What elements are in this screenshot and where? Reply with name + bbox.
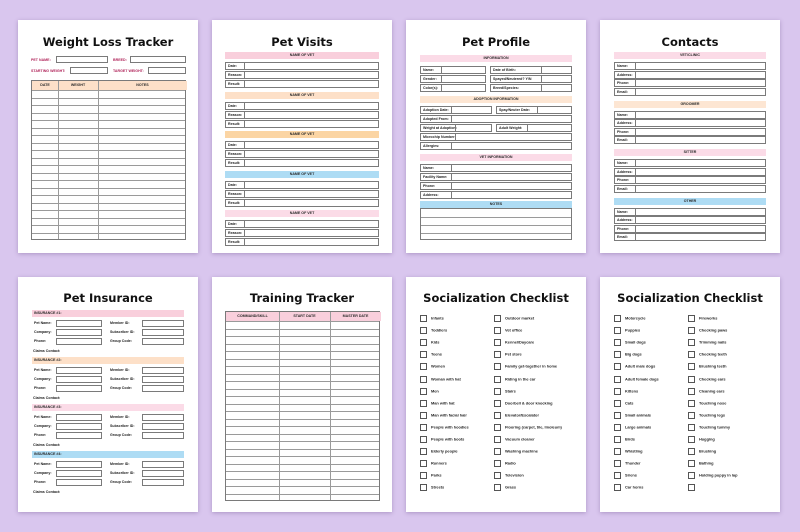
- checklist-item[interactable]: Large animals: [614, 424, 651, 431]
- training-tracker-page: [212, 277, 392, 512]
- visit-field[interactable]: Reason:: [225, 229, 379, 237]
- checklist-item[interactable]: Car horns: [614, 484, 643, 491]
- checklist-item[interactable]: Streets: [420, 484, 444, 491]
- name-field[interactable]: Name:: [420, 66, 486, 74]
- checklist-item[interactable]: Flooring (carpet, tile, linoleum): [494, 424, 562, 431]
- table-row-line: [226, 366, 379, 367]
- contact-field[interactable]: Address:: [614, 168, 766, 176]
- insurance-left-input[interactable]: [56, 385, 102, 392]
- notes-header: NOTES: [420, 201, 572, 208]
- checklist-item[interactable]: Men: [420, 388, 439, 395]
- microchip-number-field[interactable]: Microchip Number:: [420, 133, 572, 141]
- vet-address-field[interactable]: Address:: [420, 191, 572, 199]
- contact-section-header: VET/CLINIC: [614, 52, 766, 59]
- checklist-item[interactable]: Puppies: [614, 327, 640, 334]
- table-row-line: [32, 218, 185, 219]
- insurance-right-input[interactable]: [142, 367, 184, 374]
- checklist-item[interactable]: Man with facial hair: [420, 412, 467, 419]
- table-row-line: [32, 225, 185, 226]
- checklist-item[interactable]: Woman with hat: [420, 376, 461, 383]
- insurance-left-input[interactable]: [56, 470, 102, 477]
- checklist-item[interactable]: Adult male dogs: [614, 363, 655, 370]
- table-row-line: [32, 203, 185, 204]
- checklist-item[interactable]: Parks: [420, 472, 442, 479]
- checklist-item[interactable]: Touching legs: [688, 412, 725, 419]
- table-row-line: [226, 419, 379, 420]
- table-row-line: [32, 128, 185, 129]
- claims-contact-label: Claims Contact:: [33, 349, 61, 353]
- visit-field[interactable]: Date:: [225, 102, 379, 110]
- contact-field[interactable]: Name:: [614, 62, 766, 70]
- pet-insurance-page: [18, 277, 198, 512]
- insurance-right-input[interactable]: [142, 414, 184, 421]
- contact-field[interactable]: Phone:: [614, 176, 766, 184]
- insurance-left-field[interactable]: Pet Name:: [34, 462, 52, 466]
- page-title: Contacts: [661, 35, 719, 49]
- vet-phone-field[interactable]: Phone:: [420, 182, 572, 190]
- starting-weight-field[interactable]: [70, 67, 108, 74]
- table-row-line: [32, 188, 185, 189]
- insurance-left-input[interactable]: [56, 479, 102, 486]
- adult-weight-field[interactable]: Adult Weight:: [496, 124, 572, 132]
- contact-field[interactable]: Phone:: [614, 128, 766, 136]
- contact-field[interactable]: Address:: [614, 71, 766, 79]
- contact-field[interactable]: Phone:: [614, 79, 766, 87]
- table-row-line: [32, 113, 185, 114]
- spayed-neutered-field[interactable]: Spayed/Neutered? Y/N: [490, 75, 572, 83]
- checklist-item[interactable]: Thunder: [614, 460, 641, 467]
- insurance-left-field[interactable]: Phone:: [34, 433, 47, 437]
- checklist-item[interactable]: Elevator/Escalator: [494, 412, 539, 419]
- table-row-line: [32, 143, 185, 144]
- table-row-line: [32, 210, 185, 211]
- contact-field[interactable]: Email:: [614, 233, 766, 241]
- insurance-left-input[interactable]: [56, 461, 102, 468]
- allergies-field[interactable]: Allergies:: [420, 142, 572, 150]
- table-row-line: [226, 411, 379, 412]
- vet-name-header: NAME OF VET: [225, 52, 379, 59]
- weight-table[interactable]: [31, 80, 186, 240]
- insurance-left-field[interactable]: Company:: [34, 471, 52, 475]
- insurance-left-input[interactable]: [56, 423, 102, 430]
- checklist-item[interactable]: Sirens: [614, 472, 637, 479]
- page-title: Pet Profile: [462, 35, 530, 49]
- checklist-item[interactable]: Stairs: [494, 388, 516, 395]
- insurance-section-header: INSURANCE #2:: [32, 357, 184, 364]
- target-weight-field[interactable]: [148, 67, 186, 74]
- table-row-line: [32, 158, 185, 159]
- breed-species-field[interactable]: Breed/Species:: [490, 84, 572, 92]
- checklist-item[interactable]: Television: [494, 472, 524, 479]
- insurance-left-input[interactable]: [56, 320, 102, 327]
- insurance-left-input[interactable]: [56, 376, 102, 383]
- visit-field[interactable]: Reason:: [225, 190, 379, 198]
- visit-field[interactable]: Date:: [225, 141, 379, 149]
- insurance-right-field[interactable]: Member ID:: [110, 462, 130, 466]
- visit-field[interactable]: Result:: [225, 238, 379, 246]
- insurance-left-field[interactable]: Company:: [34, 424, 52, 428]
- checklist-item[interactable]: Checking teeth: [688, 351, 727, 358]
- gender-field[interactable]: Gender:: [420, 75, 486, 83]
- insurance-right-input[interactable]: [142, 376, 184, 383]
- colors-field[interactable]: Color(s):: [420, 84, 486, 92]
- checklist-item[interactable]: Radio: [494, 460, 516, 467]
- insurance-right-input[interactable]: [142, 385, 184, 392]
- adoption-header: ADOPTION INFORMATION: [420, 96, 572, 103]
- page-title: Pet Insurance: [63, 291, 153, 305]
- checklist-item[interactable]: Outdoor market: [494, 315, 534, 322]
- checklist-item[interactable]: [688, 484, 699, 491]
- checklist-item[interactable]: Kennel/Daycare: [494, 339, 534, 346]
- insurance-right-field[interactable]: Member ID:: [110, 321, 130, 325]
- checklist-item[interactable]: Touching nose: [688, 400, 726, 407]
- insurance-right-input[interactable]: [142, 338, 184, 345]
- contact-field[interactable]: Email:: [614, 185, 766, 193]
- table-row-line: [226, 449, 379, 450]
- checklist-item[interactable]: Elderly people: [420, 448, 458, 455]
- contact-field[interactable]: Name:: [614, 208, 766, 216]
- checklist-item[interactable]: Brushing: [688, 448, 716, 455]
- information-header: INFORMATION: [420, 55, 572, 62]
- checklist-item[interactable]: Cleaning ears: [688, 388, 725, 395]
- insurance-right-field[interactable]: Subscriber ID:: [110, 424, 135, 428]
- date-column-header: DATE: [32, 81, 58, 90]
- checklist-item[interactable]: Kittens: [614, 388, 638, 395]
- target-weight-label: TARGET WEIGHT:: [113, 69, 144, 73]
- page-title: Pet Visits: [271, 35, 333, 49]
- checklist-item[interactable]: People with hoodies: [420, 424, 469, 431]
- table-row-line: [32, 233, 185, 234]
- claims-contact-label: Claims Contact:: [33, 443, 61, 447]
- checklist-item[interactable]: Adult female dogs: [614, 376, 659, 383]
- insurance-right-field[interactable]: Subscriber ID:: [110, 330, 135, 334]
- table-row-line: [226, 389, 379, 390]
- page-title: Socialization Checklist: [423, 291, 569, 305]
- contact-field[interactable]: Name:: [614, 159, 766, 167]
- visit-field[interactable]: Result:: [225, 80, 379, 88]
- insurance-left-input[interactable]: [56, 432, 102, 439]
- checklist-item[interactable]: Checking ears: [688, 376, 726, 383]
- insurance-right-input[interactable]: [142, 470, 184, 477]
- insurance-right-input[interactable]: [142, 320, 184, 327]
- table-row-line: [226, 494, 379, 495]
- checklist-item[interactable]: Big dogs: [614, 351, 642, 358]
- checklist-item[interactable]: Motorcycle: [614, 315, 646, 322]
- claims-contact-label: Claims Contact:: [33, 396, 61, 400]
- contact-field[interactable]: Email:: [614, 88, 766, 96]
- page-title: Training Tracker: [249, 291, 355, 305]
- insurance-right-input[interactable]: [142, 479, 184, 486]
- visit-field[interactable]: Date:: [225, 220, 379, 228]
- table-row-line: [226, 374, 379, 375]
- contact-field[interactable]: Email:: [614, 136, 766, 144]
- insurance-left-input[interactable]: [56, 329, 102, 336]
- insurance-left-input[interactable]: [56, 367, 102, 374]
- insurance-right-field[interactable]: Member ID:: [110, 415, 130, 419]
- table-row-line: [226, 351, 379, 352]
- insurance-left-field[interactable]: Company:: [34, 377, 52, 381]
- checklist-item[interactable]: Kids: [420, 339, 439, 346]
- visit-field[interactable]: Result:: [225, 120, 379, 128]
- vet-name-header: NAME OF VET: [225, 210, 379, 217]
- facility-name-field[interactable]: Facility Name:: [420, 173, 572, 181]
- pet-profile-page: [406, 20, 586, 253]
- insurance-left-field[interactable]: Phone:: [34, 386, 47, 390]
- adopted-from-field[interactable]: Adopted From:: [420, 115, 572, 123]
- insurance-right-input[interactable]: [142, 423, 184, 430]
- date-of-birth-field[interactable]: Date of Birth:: [490, 66, 572, 74]
- checklist-item[interactable]: People with boots: [420, 436, 464, 443]
- visit-field[interactable]: Result:: [225, 199, 379, 207]
- checklist-item[interactable]: Trimming nails: [688, 339, 726, 346]
- checklist-item[interactable]: Doorbell & door knocking: [494, 400, 553, 407]
- table-row-line: [226, 471, 379, 472]
- visit-field[interactable]: Result:: [225, 159, 379, 167]
- pet-name-label: PET NAME:: [31, 58, 51, 62]
- insurance-right-field[interactable]: Group Code:: [110, 339, 132, 343]
- table-row-line: [32, 195, 185, 196]
- vet-name-header: NAME OF VET: [225, 171, 379, 178]
- contact-section-header: SITTER: [614, 149, 766, 156]
- contacts-page: [600, 20, 780, 253]
- table-row-line: [226, 396, 379, 397]
- contact-field[interactable]: Address:: [614, 119, 766, 127]
- insurance-left-input[interactable]: [56, 338, 102, 345]
- table-row-line: [32, 105, 185, 106]
- vet-name-header: NAME OF VET: [225, 131, 379, 138]
- vet-name-header: NAME OF VET: [225, 92, 379, 99]
- checklist-item[interactable]: Holding puppy in lap: [688, 472, 737, 479]
- spay-neuter-date-field[interactable]: Spay/Neuter Date:: [496, 106, 572, 114]
- insurance-right-field[interactable]: Group Code:: [110, 433, 132, 437]
- checklist-item[interactable]: Infants: [420, 315, 444, 322]
- visit-field[interactable]: Reason:: [225, 71, 379, 79]
- checklist-item[interactable]: Women: [420, 363, 445, 370]
- vet-name-field[interactable]: Name:: [420, 164, 572, 172]
- table-row-line: [226, 321, 379, 322]
- table-row-line: [226, 329, 379, 330]
- checklist-item[interactable]: Pet store: [494, 351, 522, 358]
- insurance-section-header: INSURANCE #4:: [32, 451, 184, 458]
- checklist-item[interactable]: Runners: [420, 460, 447, 467]
- notes-box[interactable]: [420, 208, 572, 240]
- insurance-right-input[interactable]: [142, 461, 184, 468]
- checklist-item[interactable]: Family get-together in home: [494, 363, 557, 370]
- visit-field[interactable]: Date:: [225, 181, 379, 189]
- insurance-right-input[interactable]: [142, 329, 184, 336]
- checklist-item[interactable]: Riding in the car: [494, 376, 535, 383]
- table-row-line: [32, 90, 185, 91]
- weight-at-adoption-field[interactable]: Weight at Adoption:: [420, 124, 492, 132]
- page-title: Weight Loss Tracker: [42, 35, 174, 49]
- insurance-right-field[interactable]: Member ID:: [110, 368, 130, 372]
- training-table[interactable]: [225, 311, 380, 501]
- insurance-right-field[interactable]: Group Code:: [110, 386, 132, 390]
- visit-field[interactable]: Reason:: [225, 150, 379, 158]
- insurance-left-field[interactable]: Pet Name:: [34, 321, 52, 325]
- insurance-left-field[interactable]: Company:: [34, 330, 52, 334]
- insurance-left-field[interactable]: Pet Name:: [34, 368, 52, 372]
- visit-field[interactable]: Date:: [225, 62, 379, 70]
- table-row-line: [32, 180, 185, 181]
- page-title: Socialization Checklist: [617, 291, 763, 305]
- table-row-line: [226, 381, 379, 382]
- table-row-line: [32, 165, 185, 166]
- checklist-item[interactable]: Birds: [614, 436, 635, 443]
- contact-section-header: OTHER: [614, 198, 766, 205]
- table-row-line: [226, 456, 379, 457]
- table-row-line: [226, 344, 379, 345]
- checklist-item[interactable]: Small animals: [614, 412, 651, 419]
- adoption-date-field[interactable]: Adoption Date:: [420, 106, 492, 114]
- table-row-line: [32, 173, 185, 174]
- pet-name-field[interactable]: [56, 56, 108, 63]
- insurance-right-field[interactable]: Subscriber ID:: [110, 471, 135, 475]
- starting-weight-label: STARTING WEIGHT:: [31, 69, 66, 73]
- table-row-line: [32, 135, 185, 136]
- checklist-item[interactable]: Vacuum cleaner: [494, 436, 535, 443]
- contact-field[interactable]: Name:: [614, 111, 766, 119]
- master-date-column-header: MASTER DATE: [330, 312, 381, 321]
- insurance-right-field[interactable]: Subscriber ID:: [110, 377, 135, 381]
- table-row-line: [226, 359, 379, 360]
- checklist-item[interactable]: Washing machine: [494, 448, 538, 455]
- checklist-item[interactable]: Whistling: [614, 448, 643, 455]
- table-row-line: [32, 150, 185, 151]
- checklist-item[interactable]: Touching tummy: [688, 424, 730, 431]
- checklist-item[interactable]: Bathing: [688, 460, 713, 467]
- checklist-item[interactable]: Toddlers: [420, 327, 447, 334]
- command-skill-column-header: COMMAND/SKILL: [226, 312, 279, 321]
- start-date-column-header: START DATE: [279, 312, 330, 321]
- checklist-item[interactable]: Small dogs: [614, 339, 646, 346]
- weight-column-header: WEIGHT: [58, 81, 98, 90]
- pet-visits-page: [212, 20, 392, 253]
- socialization-checklist-page-2: [600, 277, 780, 512]
- insurance-left-field[interactable]: Pet Name:: [34, 415, 52, 419]
- checklist-item[interactable]: Hugging: [688, 436, 715, 443]
- checklist-item[interactable]: Teens: [420, 351, 442, 358]
- insurance-section-header: INSURANCE #1:: [32, 310, 184, 317]
- checklist-item[interactable]: Vet office: [494, 327, 522, 334]
- table-row-line: [226, 434, 379, 435]
- insurance-right-field[interactable]: Group Code:: [110, 480, 132, 484]
- checklist-item[interactable]: Man with hat: [420, 400, 455, 407]
- checklist-item[interactable]: Brushing teeth: [688, 363, 726, 370]
- breed-field[interactable]: [130, 56, 186, 63]
- table-row-line: [226, 441, 379, 442]
- vet-information-header: VET INFORMATION: [420, 154, 572, 161]
- contact-field[interactable]: Address:: [614, 216, 766, 224]
- claims-contact-label: Claims Contact:: [33, 490, 61, 494]
- checklist-item[interactable]: Cats: [614, 400, 633, 407]
- checklist-item[interactable]: Checking paws: [688, 327, 727, 334]
- table-row-line: [226, 404, 379, 405]
- table-row-line: [226, 464, 379, 465]
- insurance-left-field[interactable]: Phone:: [34, 480, 47, 484]
- insurance-right-input[interactable]: [142, 432, 184, 439]
- breed-label: BREED:: [113, 58, 127, 62]
- table-row-line: [32, 98, 185, 99]
- contact-field[interactable]: Phone:: [614, 225, 766, 233]
- table-row-line: [226, 479, 379, 480]
- checklist-item[interactable]: Grass: [494, 484, 516, 491]
- table-row-line: [226, 486, 379, 487]
- contact-section-header: GROOMER: [614, 101, 766, 108]
- checklist-item[interactable]: Fireworks: [688, 315, 717, 322]
- table-row-line: [32, 120, 185, 121]
- weight-loss-tracker-page: [18, 20, 198, 253]
- insurance-left-field[interactable]: Phone:: [34, 339, 47, 343]
- insurance-section-header: INSURANCE #3:: [32, 404, 184, 411]
- visit-field[interactable]: Reason:: [225, 111, 379, 119]
- socialization-checklist-page-1: [406, 277, 586, 512]
- table-row-line: [226, 426, 379, 427]
- notes-column-header: NOTES: [98, 81, 187, 90]
- insurance-left-input[interactable]: [56, 414, 102, 421]
- table-row-line: [226, 336, 379, 337]
